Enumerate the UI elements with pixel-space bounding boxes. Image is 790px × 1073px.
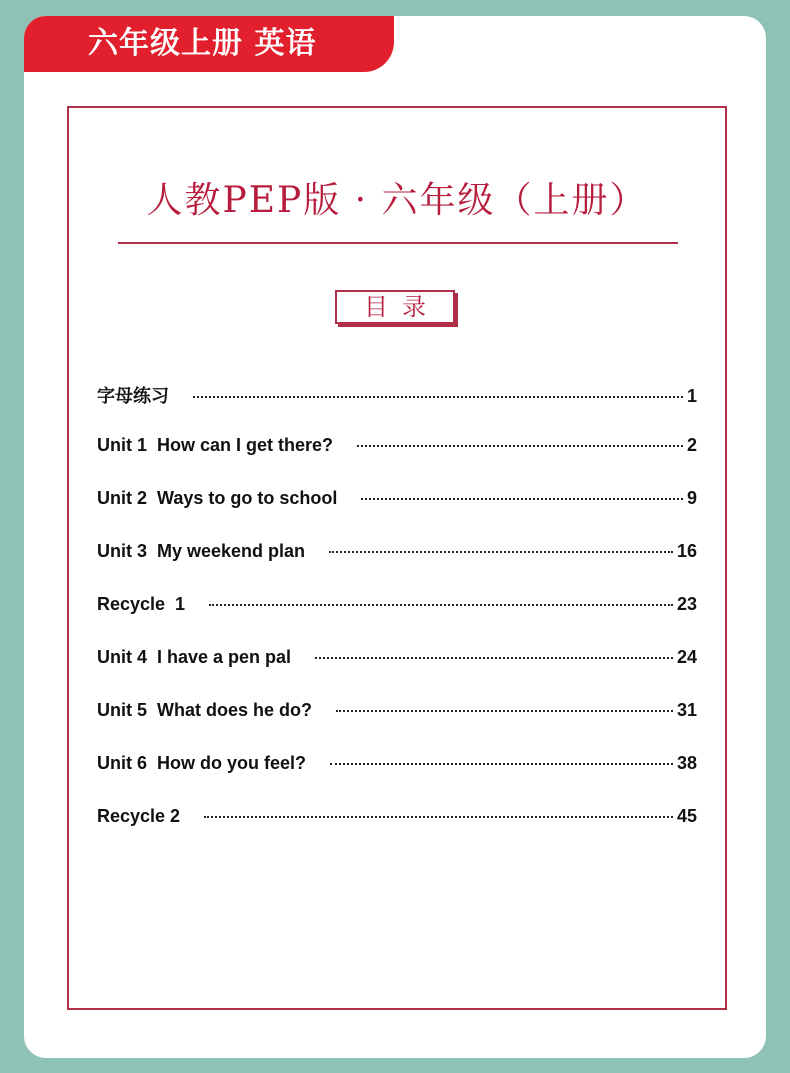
toc-entry-label: Unit 2 Ways to go to school bbox=[97, 488, 338, 508]
toc-entry[interactable] bbox=[97, 382, 697, 435]
dot-leader bbox=[357, 445, 683, 447]
toc-entry-label: Unit 6 How do you feel? bbox=[97, 753, 307, 773]
toc-entry-page: 31 bbox=[676, 700, 697, 720]
toc-entry[interactable] bbox=[97, 700, 697, 753]
toc-entry-page: 23 bbox=[676, 594, 697, 614]
toc-entry-page: 1 bbox=[686, 386, 697, 406]
toc-entry[interactable] bbox=[97, 753, 697, 806]
toc-entry-label: Unit 3 My weekend plan bbox=[97, 541, 306, 561]
dot-leader bbox=[193, 396, 683, 398]
dot-leader bbox=[329, 551, 673, 553]
toc-entry-label: Unit 5 What does he do? bbox=[97, 700, 312, 720]
dot-leader bbox=[361, 498, 683, 500]
dot-leader bbox=[330, 763, 673, 765]
toc-entry-page: 2 bbox=[686, 435, 697, 455]
toc-entry[interactable] bbox=[97, 594, 697, 647]
table-of-contents bbox=[97, 382, 697, 859]
toc-entry-label: 字母练习 bbox=[97, 386, 169, 406]
toc-entry-page: 45 bbox=[676, 806, 697, 826]
toc-entry-label: Unit 4 I have a pen pal bbox=[97, 647, 292, 667]
toc-entry-label: Recycle 2 bbox=[97, 806, 181, 826]
toc-entry-label: Recycle 1 bbox=[97, 594, 186, 614]
toc-entry[interactable] bbox=[97, 435, 697, 488]
toc-entry-page: 24 bbox=[676, 647, 697, 667]
toc-entry[interactable] bbox=[97, 541, 697, 594]
toc-entry-page: 9 bbox=[686, 488, 697, 508]
grade-subject-banner: 六年级上册 英语 bbox=[24, 16, 394, 72]
toc-heading: 目录 bbox=[335, 290, 455, 324]
dot-leader bbox=[315, 657, 673, 659]
dot-leader bbox=[204, 816, 673, 818]
toc-entry[interactable] bbox=[97, 647, 697, 700]
dot-leader bbox=[209, 604, 673, 606]
toc-entry-page: 38 bbox=[676, 753, 697, 773]
page-title: 人教PEP版 · 六年级（上册） bbox=[146, 180, 648, 221]
title-divider bbox=[118, 242, 678, 244]
toc-entry-label: Unit 1 How can I get there? bbox=[97, 435, 334, 455]
toc-entry-page: 16 bbox=[676, 541, 697, 561]
toc-entry[interactable] bbox=[97, 488, 697, 541]
dot-leader bbox=[336, 710, 673, 712]
toc-entry[interactable] bbox=[97, 806, 697, 859]
